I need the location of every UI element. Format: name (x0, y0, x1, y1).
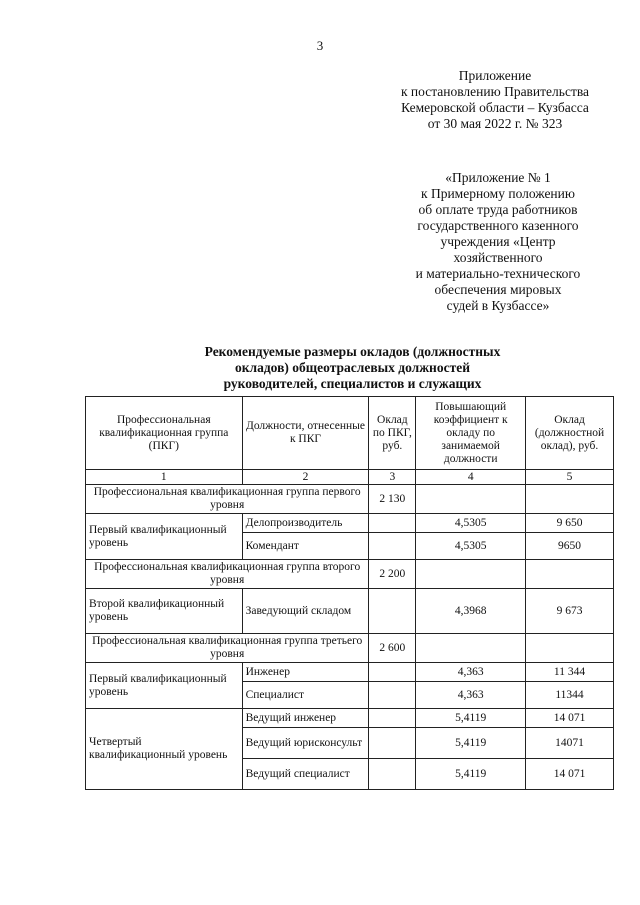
appendix2-line: к Примерному положению (421, 186, 575, 201)
coefficient: 4,3968 (416, 589, 526, 634)
appendix-1-header (382, 170, 614, 314)
appendix2-line: обеспечения мировых (434, 282, 562, 297)
coefficient: 5,4119 (416, 709, 526, 728)
column-number: 5 (526, 470, 614, 485)
position-name: Ведущий специалист (242, 759, 369, 790)
pkg-base-salary: 2 200 (369, 560, 416, 589)
header-final-salary: Оклад (должностной оклад), руб. (526, 397, 614, 470)
empty-cell (416, 485, 526, 514)
pkg-row (86, 485, 614, 514)
position-name: Делопроизводитель (242, 514, 369, 533)
table-row (86, 663, 614, 682)
column-number: 3 (369, 470, 416, 485)
title-line: окладов) общеотраслевых должностей (235, 360, 470, 375)
appendix-line: от 30 мая 2022 г. № 323 (427, 116, 563, 131)
final-salary: 9 650 (526, 514, 614, 533)
coefficient: 5,4119 (416, 728, 526, 759)
qual-level: Первый квалификационный уровень (86, 663, 243, 709)
pkg-row (86, 634, 614, 663)
coefficient: 5,4119 (416, 759, 526, 790)
title-line: Рекомендуемые размеры окладов (должностных (204, 344, 501, 359)
coefficient: 4,5305 (416, 514, 526, 533)
empty-cell (416, 634, 526, 663)
column-number: 4 (416, 470, 526, 485)
position-name: Ведущий юрисконсульт (242, 728, 369, 759)
final-salary: 9 673 (526, 589, 614, 634)
salary-table (85, 396, 614, 790)
appendix-line: к постановлению Правительства (400, 84, 590, 99)
final-salary: 14 071 (526, 709, 614, 728)
header-base-salary: Оклад по ПКГ, руб. (369, 397, 416, 470)
empty-cell (526, 560, 614, 589)
final-salary: 11344 (526, 682, 614, 709)
empty-cell (526, 634, 614, 663)
header-pkg: Профессиональная квалификационная группа (ПКГ) (86, 397, 243, 470)
pkg-row (86, 560, 614, 589)
appendix2-line: об оплате труда работников (418, 202, 578, 217)
coefficient: 4,5305 (416, 533, 526, 560)
table-row (86, 589, 614, 634)
position-name: Специалист (242, 682, 369, 709)
empty-cell (369, 589, 416, 634)
appendix2-line: учреждения «Центр (440, 234, 556, 249)
pkg-base-salary: 2 130 (369, 485, 416, 514)
appendix-header (370, 68, 620, 132)
title-line: руководителей, специалистов и служащих (223, 376, 482, 391)
empty-cell (369, 663, 416, 682)
appendix2-line: и материально-технического (415, 266, 581, 281)
table-title (150, 344, 555, 392)
pkg-name: Профессиональная квалификационная группа первого уровня (86, 485, 369, 514)
qual-level: Второй квалификационный уровень (86, 589, 243, 634)
page-number: 3 (316, 38, 324, 53)
position-name: Ведущий инженер (242, 709, 369, 728)
pkg-name: Профессиональная квалификационная группа второго уровня (86, 560, 369, 589)
qual-level: Четвертый квалификационный уровень (86, 709, 243, 790)
table-row (86, 709, 614, 728)
appendix2-line: хозяйственного (453, 250, 543, 265)
header-row (86, 397, 614, 470)
empty-cell (526, 485, 614, 514)
empty-cell (369, 533, 416, 560)
final-salary: 9650 (526, 533, 614, 560)
column-number-row (86, 470, 614, 485)
pkg-base-salary: 2 600 (369, 634, 416, 663)
header-coefficient: Повышающий коэффициент к окладу по занимаемой должности (416, 397, 526, 470)
final-salary: 14 071 (526, 759, 614, 790)
pkg-name: Профессиональная квалификационная группа третьего уровня (86, 634, 369, 663)
appendix2-line: «Приложение № 1 (445, 170, 551, 185)
header-positions: Должности, отнесенные к ПКГ (242, 397, 369, 470)
column-number: 2 (242, 470, 369, 485)
table-row (86, 514, 614, 533)
final-salary: 11 344 (526, 663, 614, 682)
coefficient: 4,363 (416, 663, 526, 682)
appendix-line: Кемеровской области – Кузбасса (401, 100, 589, 115)
position-name: Комендант (242, 533, 369, 560)
empty-cell (369, 709, 416, 728)
empty-cell (369, 759, 416, 790)
final-salary: 14071 (526, 728, 614, 759)
position-name: Инженер (242, 663, 369, 682)
coefficient: 4,363 (416, 682, 526, 709)
appendix2-line: государственного казенного (417, 218, 579, 233)
appendix2-line: судей в Кузбассе» (446, 298, 550, 313)
empty-cell (369, 514, 416, 533)
column-number: 1 (86, 470, 243, 485)
empty-cell (369, 682, 416, 709)
empty-cell (416, 560, 526, 589)
appendix-line: Приложение (458, 68, 532, 83)
qual-level: Первый квалификационный уровень (86, 514, 243, 560)
empty-cell (369, 728, 416, 759)
position-name: Заведующий складом (242, 589, 369, 634)
